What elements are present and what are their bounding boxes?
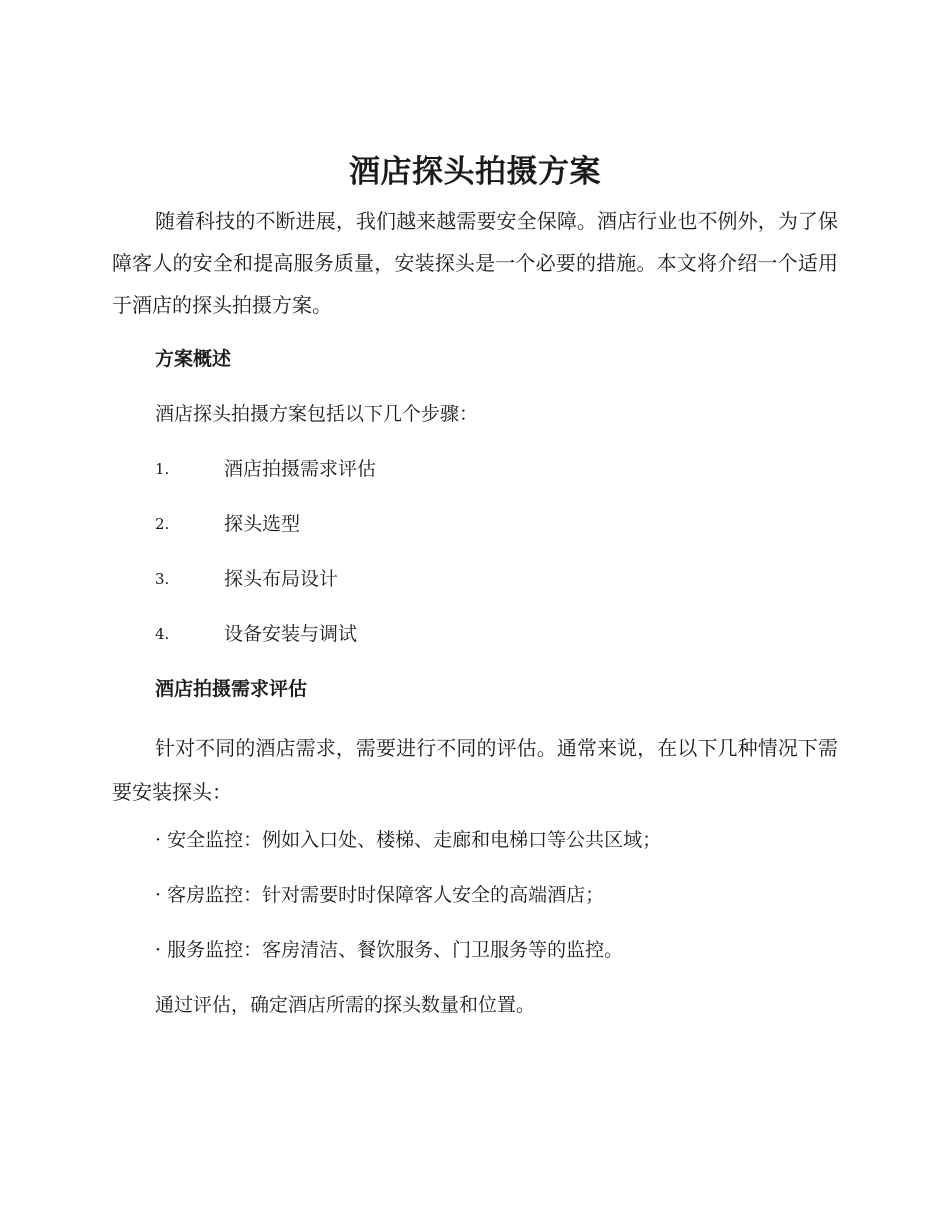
assessment-paragraph: 针对不同的酒店需求，需要进行不同的评估。通常来说，在以下几种情况下需要安装探头： [112,736,838,804]
section-heading-assessment: 酒店拍摄需求评估 [155,678,308,700]
step-number: 1. [155,460,170,478]
step-number: 3. [155,570,170,588]
bullet-item: · 客房监控：针对需要时时保障客人安全的高端酒店； [155,884,605,906]
step-text: 设备安装与调试 [224,623,358,645]
document-title: 酒店探头拍摄方案 [349,154,601,190]
step-text: 探头选型 [224,513,301,535]
step-text: 酒店拍摄需求评估 [224,458,377,480]
intro-paragraph: 随着科技的不断进展，我们越来越需要安全保障。酒店行业也不例外，为了保障客人的安全和提高服务质量，安装探头是一个必要的措施。本文将介绍一个适用于酒店的探头拍摄方案。 [112,209,838,317]
step-text: 探头布局设计 [224,568,339,590]
section-heading-overview: 方案概述 [155,348,232,370]
bullet-item: · 安全监控：例如入口处、楼梯、走廊和电梯口等公共区域； [155,829,662,851]
step-number: 4. [155,625,170,643]
bullet-item: · 服务监控：客房清洁、餐饮服务、门卫服务等的监控。 [155,939,624,961]
steps-lead-text: 酒店探头拍摄方案包括以下几个步骤： [155,403,479,425]
step-number: 2. [155,515,170,533]
conclusion-text: 通过评估，确定酒店所需的探头数量和位置。 [155,994,536,1016]
